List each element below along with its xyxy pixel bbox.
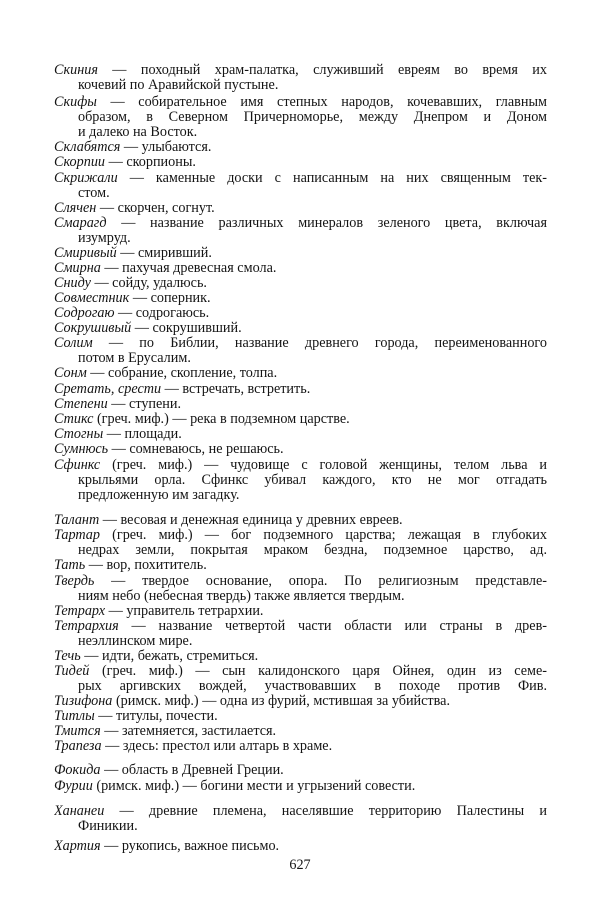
glossary-definition: — управитель тетрархии. — [105, 604, 264, 619]
glossary-entry — [54, 246, 547, 261]
glossary-term: Слячен — [54, 201, 97, 216]
glossary-entry — [54, 664, 547, 679]
glossary-continuation-line — [54, 473, 547, 488]
glossary-entry — [54, 140, 547, 155]
glossary-continuation-line — [54, 78, 547, 93]
glossary-definition: — ступени. — [107, 397, 182, 412]
glossary-definition: (римск. миф.) — одна из фурий, мстившая за убийства. — [112, 694, 450, 709]
glossary-term: Течь — [54, 649, 81, 664]
glossary-definition: крыльями орла. Сфинкс убивал каждого, кто не мог отгадать — [78, 473, 547, 488]
glossary-definition: потом в Ерусалим. — [78, 351, 191, 366]
glossary-term: Сокрушивый — [54, 321, 132, 336]
glossary-continuation-line — [54, 488, 547, 503]
glossary-definition: — твердое основание, опора. По религиозным представле- — [94, 574, 547, 589]
glossary-definition: (греч. миф.) — чудовище с головой женщины, телом льва и — [100, 458, 547, 473]
glossary-definition: — улыбаются. — [120, 140, 212, 155]
glossary-term: Склабятся — [54, 140, 121, 155]
glossary-entry — [54, 804, 547, 819]
glossary-entry — [54, 276, 547, 291]
glossary-definition: — идти, бежать, стремиться. — [80, 649, 259, 664]
glossary-continuation-line — [54, 589, 547, 604]
glossary-definition: (греч. миф.) — река в подземном царстве. — [93, 412, 350, 427]
glossary-definition: — сойду, удалюсь. — [90, 276, 207, 291]
glossary-entry — [54, 291, 547, 306]
glossary-definition: — собирательное имя степных народов, кочевавших, главным — [96, 95, 547, 110]
glossary-term: Скифы — [54, 95, 97, 110]
glossary-entry — [54, 649, 547, 664]
glossary-term: Сфинкс — [54, 458, 101, 473]
glossary-continuation-line — [54, 351, 547, 366]
glossary-term: Тать — [54, 558, 86, 573]
glossary-term: Титлы — [54, 709, 95, 724]
glossary-definition: — здесь: престол или алтарь в храме. — [101, 739, 333, 754]
glossary-entry — [54, 724, 547, 739]
glossary-continuation-line — [54, 110, 547, 125]
glossary-definition: Финикии. — [78, 819, 138, 834]
glossary-entry — [54, 155, 547, 170]
glossary-continuation-line — [54, 679, 547, 694]
glossary-definition: (греч. миф.) — сын калидонского царя Ойнея, один из семе- — [89, 664, 547, 679]
glossary-term: Совместник — [54, 291, 130, 306]
glossary-term: Степени — [54, 397, 108, 412]
glossary-definition: и далеко на Восток. — [78, 125, 198, 140]
glossary-entry — [54, 397, 547, 412]
glossary-term: Скиния — [54, 63, 98, 78]
glossary-entry — [54, 574, 547, 589]
glossary-definition: (греч. миф.) — бог подземного царства; лежащая в глубоких — [99, 528, 547, 543]
glossary-term: Талант — [54, 513, 100, 528]
glossary-entry — [54, 95, 547, 110]
glossary-entry — [54, 442, 547, 457]
glossary-term: Скорпии — [54, 155, 106, 170]
glossary-definition: образом, в Северном Причерноморье, между Днепром и Доном — [78, 110, 547, 125]
glossary-entry — [54, 779, 547, 794]
glossary-continuation-line — [54, 543, 547, 558]
glossary-definition: — скорпионы. — [105, 155, 196, 170]
glossary-definition: — встречать, встретить. — [161, 382, 311, 397]
glossary-term: Тартар — [54, 528, 100, 543]
glossary-term: Смарагд — [54, 216, 107, 231]
glossary-definition: — титулы, почести. — [94, 709, 218, 724]
glossary-definition: — скорчен, согнут. — [96, 201, 215, 216]
glossary-entry — [54, 739, 547, 754]
page-number: 627 — [289, 857, 311, 873]
glossary-entry — [54, 513, 547, 528]
glossary-term: Хартия — [54, 839, 101, 854]
glossary-term: Хананеи — [54, 804, 105, 819]
glossary-term: Стикс — [54, 412, 94, 427]
glossary-definition: — соперник. — [129, 291, 211, 306]
glossary-term: Солим — [54, 336, 93, 351]
glossary-entry — [54, 839, 547, 854]
glossary-definition: ниям небо (небесная твердь) также является твердым. — [78, 589, 405, 604]
glossary-definition: — название четвертой части области или страны в древ- — [118, 619, 547, 634]
glossary-continuation-line — [54, 819, 547, 834]
glossary-definition: — собрание, скопление, толпа. — [86, 366, 278, 381]
glossary-continuation-line — [54, 186, 547, 201]
glossary-term: Фокида — [54, 763, 101, 778]
glossary-definition: — область в Древней Греции. — [100, 763, 284, 778]
glossary-definition: — содрогаюсь. — [114, 306, 210, 321]
glossary-term: Содрогаю — [54, 306, 115, 321]
glossary-entry — [54, 201, 547, 216]
glossary-entry — [54, 558, 547, 573]
glossary-definition: — площади. — [103, 427, 182, 442]
glossary-term: Твердь — [54, 574, 95, 589]
glossary-definition: недрах земли, покрытая мраком бездна, подземное царство, ад. — [78, 543, 547, 558]
glossary-entry — [54, 336, 547, 351]
glossary-definition: — рукопись, важное письмо. — [100, 839, 280, 854]
glossary-definition: — смиривший. — [116, 246, 212, 261]
glossary-entry — [54, 382, 547, 397]
glossary-term: Фурии — [54, 779, 93, 794]
glossary-entry — [54, 412, 547, 427]
glossary-entry — [54, 261, 547, 276]
glossary-definition: — древние племена, населявшие территорию Палестины и — [104, 804, 547, 819]
glossary-term: Скрижали — [54, 171, 118, 186]
glossary-term: Смирна — [54, 261, 101, 276]
glossary-definition: — сомневаюсь, не решаюсь. — [108, 442, 284, 457]
glossary-term: Сретать, срести — [54, 382, 162, 397]
glossary-term: Тизифона — [54, 694, 113, 709]
glossary-term: Сонм — [54, 366, 87, 381]
glossary-definition: — по Библии, название древнего города, переименованного — [92, 336, 547, 351]
glossary-entry — [54, 171, 547, 186]
glossary-definition: — вор, похититель. — [85, 558, 207, 573]
glossary-definition: неэллинском мире. — [78, 634, 193, 649]
glossary-entry — [54, 216, 547, 231]
glossary-definition: — сокрушивший. — [131, 321, 242, 336]
glossary-term: Сниду — [54, 276, 91, 291]
glossary-definition: — походный храм-палатка, служивший евреям во время их — [97, 63, 547, 78]
glossary-entry — [54, 763, 547, 778]
glossary-definition: — каменные доски с написанным на них священным тек- — [117, 171, 547, 186]
glossary-continuation-line — [54, 231, 547, 246]
glossary-definition: — весовая и денежная единица у древних евреев. — [99, 513, 403, 528]
glossary-term: Трапеза — [54, 739, 102, 754]
glossary-definition: — затемняется, застилается. — [100, 724, 277, 739]
glossary-definition: (римск. миф.) — богини мести и угрызений совести. — [92, 779, 416, 794]
glossary-definition: стом. — [78, 186, 110, 201]
glossary-entry — [54, 458, 547, 473]
glossary-definition: предложенную им загадку. — [78, 488, 240, 503]
glossary-entry — [54, 306, 547, 321]
glossary-entry — [54, 528, 547, 543]
glossary-term: Тмится — [54, 724, 101, 739]
glossary-entry — [54, 63, 547, 78]
glossary-term: Стогны — [54, 427, 104, 442]
glossary-term: Смиривый — [54, 246, 117, 261]
glossary-definition: кочевий по Аравийской пустыне. — [78, 78, 279, 93]
glossary-term: Тидей — [54, 664, 90, 679]
glossary-definition: — название различных минералов зеленого цвета, включая — [106, 216, 547, 231]
glossary-entry — [54, 709, 547, 724]
glossary-definition: — пахучая древесная смола. — [100, 261, 277, 276]
glossary-continuation-line — [54, 125, 547, 140]
glossary-term: Тетрарх — [54, 604, 106, 619]
glossary-entry — [54, 619, 547, 634]
glossary-term: Тетрархия — [54, 619, 119, 634]
glossary-entry — [54, 604, 547, 619]
glossary-definition: рых аргивских вождей, участвовавших в походе против Фив. — [78, 679, 547, 694]
glossary-continuation-line — [54, 634, 547, 649]
glossary-term: Сумнюсь — [54, 442, 109, 457]
glossary-entry — [54, 694, 547, 709]
glossary-entry — [54, 366, 547, 381]
glossary-definition: изумруд. — [78, 231, 131, 246]
glossary-entry — [54, 321, 547, 336]
glossary-entry — [54, 427, 547, 442]
